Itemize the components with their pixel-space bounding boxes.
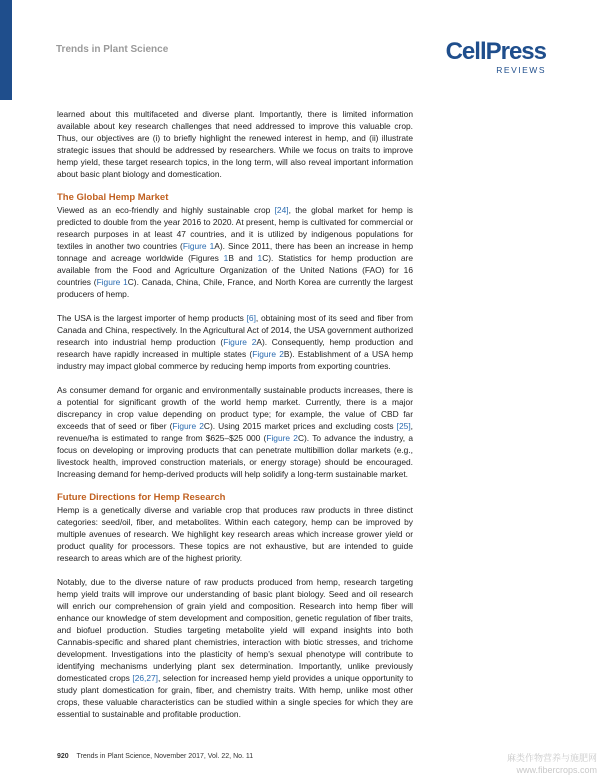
logo-sub-text: REVIEWS [496,65,546,75]
text-run: , obtaining most of its seed and fiber from Canada and China, respectively. In the Agricultural Act of 2014, the USA government authorized research into industrial hemp production ( [57,313,413,347]
page-footer [57,753,253,760]
figure-link[interactable]: Figure 2 [223,337,257,347]
text-run: The USA is the largest importer of hemp products [57,313,247,323]
citation-link[interactable]: [26,27] [132,673,159,683]
article-body [57,108,413,732]
text-run: C). Statistics for hemp production are available from the Food and Agriculture Organization of the United Nations (FAO) for 16 countries ( [57,253,413,287]
text-run: C). Using 2015 market prices and excluding costs [203,421,397,431]
watermark [507,752,597,776]
text-run: B). Establishment of a USA hemp industry may impact global commerce by reducing hemp imports from exporting countries. [57,349,413,371]
footer-citation: Trends in Plant Science, November 2017, Vol. 22, No. 11 [76,753,254,760]
text-run: , revenue/ha is estimated to range from $625–$25 000 ( [57,421,413,443]
text-run: A). Since 2011, there has been an increase in hemp tonnage and acreage worldwide (Figures [57,241,413,263]
journal-color-bar [0,0,12,100]
text-run: , the global market for hemp is predicted to double from the year 2016 to 2020. At present, hemp is cultivated for commercial or research purposes in at least 47 countries, and it is utilized by indigenous populations for textiles in another two countries ( [57,205,413,251]
citation-link[interactable]: [6] [246,313,256,323]
figure-link[interactable]: 1 [257,253,263,263]
watermark-line: 麻类作物营养与施肥网 [506,753,597,763]
text-run: B and [228,253,258,263]
paragraph: Hemp is a genetically diverse and variable crop that produces raw products in three distinct categories: seed/oil, fiber, and metabolites. Within each category, hemp can be improved by multiple avenues of research. We highlight key research areas which increase grower yield or product quality for processors. These topics are not exhaustive, but are intended to guide research to areas which are of the highest priority. [57,505,413,563]
paragraph [57,312,413,372]
intro-paragraph: learned about this multifaceted and diverse plant. Importantly, there is limited information available about key research challenges that need addressed to improve this valuable crop. Thus, our objectives are (i) to briefly highlight the renewed interest in hemp, and (ii) illustrate strategic issues that should be addressed by researchers. While we focus on traits to improve hemp yield, these target research topics, in the long term, will also reveal important information about basic plant biology and domestication. [57,109,413,179]
text-run: Notably, due to the diverse nature of raw products produced from hemp, research targeting hemp yield traits will improve our understanding of basic plant biology. Seed and oil research will enrich our comprehension of grain yield and composition. Research into hemp fiber will enhance our knowledge of stem development and composition, genetic regulation of fiber traits, and biofuel production. Studies targeting metabolite yield will expand insights into both Cannabis-specific and shared plant chemistries, interaction with biotic stresses, and trichome development. Investigations into the plasticity of hemp’s sexual phenotype will contribute to identifying mechanisms underlying plant sex determination. Importantly, unlike previously domesticated crops [57,577,413,683]
figure-link[interactable]: Figure 1 [182,241,215,251]
text-run: C). Canada, China, Chile, France, and North Korea are currently the largest producers of hemp. [57,277,413,299]
paragraph [57,384,413,480]
figure-link[interactable]: 1 [223,253,229,263]
watermark-line: www.fibercrops.com [516,765,597,775]
journal-title: Trends in Plant Science [56,44,169,55]
cellpress-logo [446,40,546,75]
figure-link[interactable]: Figure 2 [172,421,204,431]
logo-main-text: CellPress [445,38,546,65]
text-run: A). Consequently, hemp production and research have rapidly increased in multiple states ( [57,337,414,359]
text-run: C). To advance the industry, a focus on developing or improving products that can penetrate multibillion dollar markets (e.g., livestock health, improved construction materials, or energy storage) should be encouraged. Increasing demand for hemp-derived products will help solidify a long-term sustainable market. [57,433,413,479]
figure-link[interactable]: Figure 2 [252,349,284,359]
section-heading-global-hemp-market: The Global Hemp Market [57,192,169,203]
figure-link[interactable]: Figure 2 [266,433,298,443]
text-run: As consumer demand for organic and environmentally sustainable products increases, there is a potential for significant growth of the world hemp market. Currently, there is a major discrepancy in crop value depending on product type; for example, the value of CBD far exceeds that of seed or fiber ( [57,385,413,431]
page-number: 920 [57,753,69,760]
figure-link[interactable]: Figure 1 [96,277,128,287]
paragraph [57,576,413,720]
text-run: Viewed as an eco-friendly and highly sustainable crop [57,205,275,215]
section-heading-future-directions: Future Directions for Hemp Research [57,492,226,503]
citation-link[interactable]: [24] [274,205,289,215]
citation-link[interactable]: [25] [396,421,411,431]
text-run: , selection for increased hemp yield provides a unique opportunity to study plant domestication for grain, fiber, and chemistry traits. With hemp, unlike most other crops, these valuable characteristics can be studied within a single species for which they are essential to sustainable and profitable production. [57,673,413,719]
paragraph [57,204,413,300]
